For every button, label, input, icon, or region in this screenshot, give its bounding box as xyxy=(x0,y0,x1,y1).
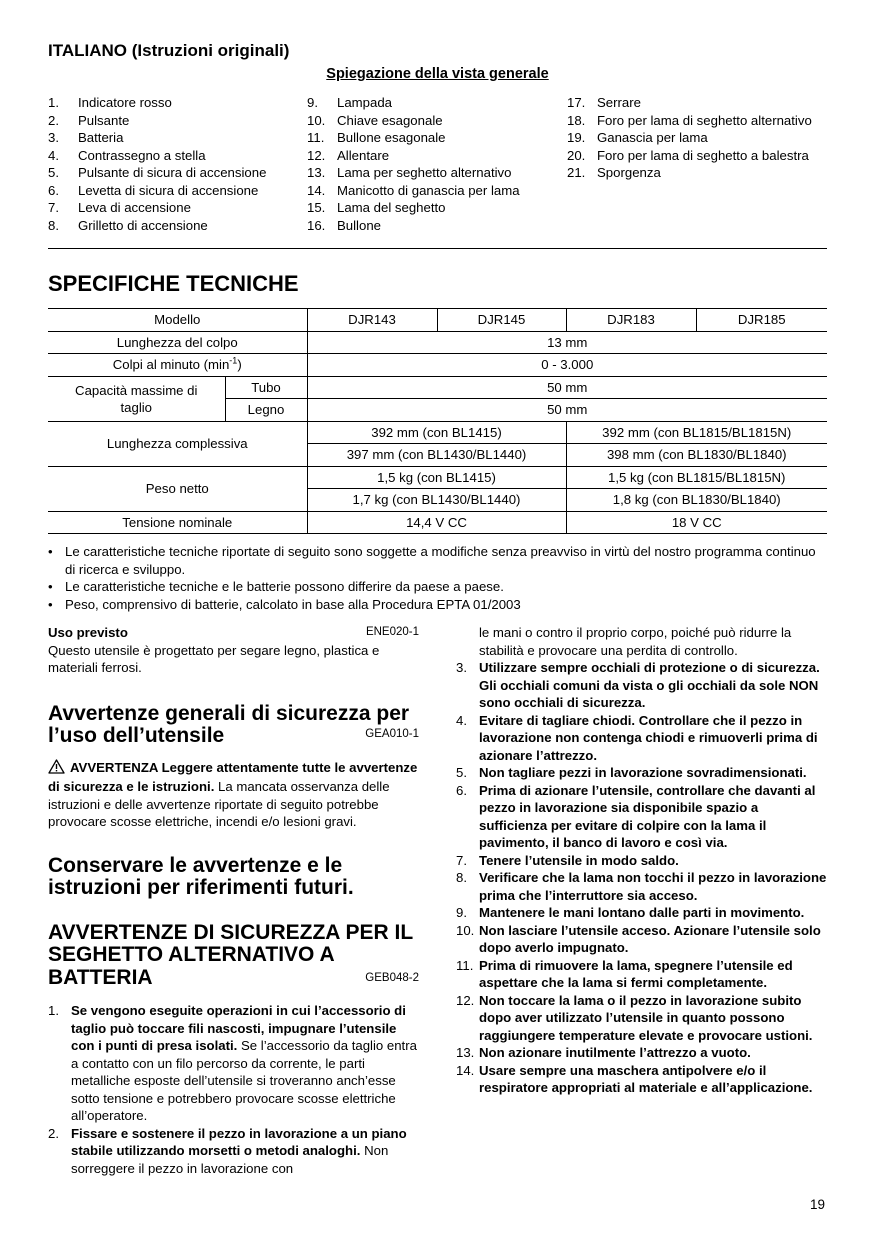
table-cell: Lunghezza del colpo xyxy=(48,331,307,354)
list-item xyxy=(567,147,817,165)
list-item xyxy=(307,112,557,130)
item-bold-text: Utilizzare sempre occhiali di protezione o di sicurezza. Gli occhiali comuni da vista o gli occhiali da sole NON sono occhiali di sicurezza. xyxy=(479,660,820,710)
item-text: Serrare xyxy=(597,95,641,110)
item-number: 2. xyxy=(48,112,59,128)
model-djr145: DJR145 xyxy=(437,309,566,332)
item-text: Bullone xyxy=(337,217,381,233)
parts-list-col1 xyxy=(48,94,298,234)
item-number: 7. xyxy=(48,200,59,215)
table-cell: 18 V CC xyxy=(566,511,827,534)
item-number: 12. xyxy=(456,992,475,1008)
list-item: • Peso, comprensivo di batterie, calcolato in base alla Procedura EPTA 01/2003 xyxy=(48,596,827,614)
item-text: Ganascia per lama xyxy=(597,130,708,145)
table-cell: 0 - 3.000 xyxy=(307,354,827,377)
specs-table xyxy=(48,308,827,534)
table-row xyxy=(48,331,827,354)
table-row xyxy=(48,421,827,444)
spm-label: Colpi al minuto (min xyxy=(112,357,230,373)
item-number: 19. xyxy=(567,130,586,145)
table-cell: Tubo xyxy=(225,376,307,399)
list-item xyxy=(307,217,557,235)
list-item xyxy=(48,217,298,235)
item-text: Bullone esagonale xyxy=(337,130,446,145)
table-cell: 1,5 kg (con BL1815/BL1815N) xyxy=(566,466,827,489)
spm-close: ) xyxy=(237,357,242,373)
specs-title: SPECIFICHE TECNICHE xyxy=(48,271,299,296)
item-text: Grilletto di accensione xyxy=(78,217,208,233)
item-text: Leva di accensione xyxy=(78,200,191,215)
battery-safety-list-right xyxy=(456,659,827,1097)
item-bold-text: Verificare che la lama non tocchi il pezzo in lavorazione prima che l’interruttore sia acceso. xyxy=(479,870,827,903)
language-heading: ITALIANO (Istruzioni originali) xyxy=(48,41,290,60)
list-item xyxy=(567,164,817,182)
item-number: 11. xyxy=(456,957,474,973)
item-text: Non sorreggere il pezzo in lavorazione con xyxy=(71,1143,389,1176)
list-item xyxy=(48,182,298,200)
battery-safety-code: GEB048-2 xyxy=(365,971,419,984)
list-item: • Le caratteristiche tecniche e le batterie possono differire da paese a paese. xyxy=(48,578,827,596)
page-number: 19 xyxy=(810,1197,826,1212)
list-item xyxy=(48,199,298,217)
table-cell: 392 mm (con BL1815/BL1815N) xyxy=(566,421,827,444)
capacity-label: Capacità massime di taglio xyxy=(75,382,198,415)
list-item xyxy=(307,182,557,200)
table-row xyxy=(48,376,827,399)
list-item xyxy=(456,992,827,1045)
list-item: • Le caratteristiche tecniche riportate di seguito sono soggette a modifiche senza preavviso in virtù del nostro programma continuo di ricerca e sviluppo. xyxy=(48,543,827,578)
item-number: 10. xyxy=(307,112,326,128)
item-text: Lama per seghetto alternativo xyxy=(337,165,512,180)
item-number: 7. xyxy=(456,852,467,868)
list-item xyxy=(456,1062,827,1097)
intended-use-code: ENE020-1 xyxy=(365,626,419,638)
item-number: 1. xyxy=(48,1003,59,1018)
item-text: Indicatore rosso xyxy=(78,95,172,110)
item-number: 20. xyxy=(567,147,586,163)
model-djr185: DJR185 xyxy=(696,309,827,332)
item-text: Pulsante di sicura di accensione xyxy=(78,165,267,180)
list-item xyxy=(48,112,298,130)
item-number: 6. xyxy=(48,182,59,198)
list-item xyxy=(48,164,298,182)
table-cell: Peso netto xyxy=(48,466,307,511)
list-item xyxy=(456,712,827,765)
item-text: Foro per lama di seghetto a balestra xyxy=(597,147,809,163)
item-number: 12. xyxy=(307,147,326,163)
item-bold-text: Non tagliare pezzi in lavorazione sovradimensionati. xyxy=(479,765,807,780)
battery-safety-list xyxy=(48,1002,419,1177)
intended-use-text: Questo utensile è progettato per segare legno, plastica e materiali ferrosi. xyxy=(48,642,380,675)
right-column xyxy=(456,624,827,1097)
item-bold-text: Non azionare inutilmente l’attrezzo a vuoto. xyxy=(479,1045,751,1060)
item-number: 18. xyxy=(567,112,586,128)
list-item xyxy=(48,1125,419,1178)
model-djr143: DJR143 xyxy=(307,309,437,332)
list-item xyxy=(456,904,827,922)
list-item xyxy=(456,957,827,992)
spec-notes xyxy=(48,543,827,613)
overview-title: Spiegazione della vista generale xyxy=(326,66,549,82)
item-number: 10. xyxy=(456,922,475,938)
parts-list-col3 xyxy=(567,94,817,182)
general-warning xyxy=(48,759,419,831)
item-text: Sporgenza xyxy=(597,165,661,180)
item-bold-text: Evitare di tagliare chiodi. Controllare che il pezzo in lavorazione non contenga chiodi e rimuoverli prima di azionare l’attrezzo. xyxy=(479,712,818,763)
general-safety-title: Avvertenze generali di sicurezza per l’uso dell’utensile xyxy=(48,701,410,747)
item-number: 3. xyxy=(48,130,59,145)
item-bold-text: Se vengono eseguite operazioni in cui l’accessorio di taglio può toccare fili nascosti, impugnare l’utensile con i punti di presa isolati. xyxy=(71,1003,406,1053)
list-item xyxy=(307,147,557,165)
list-item xyxy=(48,129,298,147)
item-number: 14. xyxy=(307,182,326,198)
list-item xyxy=(307,164,557,182)
item-bold-text: Non toccare la lama o il pezzo in lavorazione subito dopo aver utilizzato l’utensile in quanto possono raggiungere temperature elevate e provocare ustioni. xyxy=(479,992,813,1043)
item-number: 13. xyxy=(456,1045,475,1060)
list-item xyxy=(456,852,827,870)
table-cell: 14,4 V CC xyxy=(307,511,566,534)
item-text: Chiave esagonale xyxy=(337,112,443,128)
item-number: 15. xyxy=(307,200,326,215)
item-text: Foro per lama di seghetto alternativo xyxy=(597,112,812,128)
item-bold-text: Usare sempre una maschera antipolvere e/o il respiratore appropriati al materiale e all’applicazione. xyxy=(479,1062,813,1095)
table-row xyxy=(48,511,827,534)
table-cell: 1,8 kg (con BL1830/BL1840) xyxy=(566,489,827,512)
list-item xyxy=(307,199,557,217)
item-number: 17. xyxy=(567,95,586,110)
item-bold-text: Non lasciare l’utensile acceso. Azionare l’utensile solo dopo averlo impugnato. xyxy=(479,922,821,955)
warning-text: La mancata osservanza delle istruzioni e delle avvertenze riportate di seguito potrebbe provocare scosse elettriche, incendi e/o lesioni gravi. xyxy=(48,779,390,829)
list-item xyxy=(567,129,817,147)
intended-use-title: Uso previsto xyxy=(48,625,128,640)
item-bold-text: Tenere l’utensile in modo saldo. xyxy=(479,852,679,868)
item-number: 16. xyxy=(307,217,326,233)
item-number: 14. xyxy=(456,1062,475,1078)
list-item xyxy=(48,147,298,165)
table-cell xyxy=(48,354,307,377)
list-item xyxy=(456,922,827,957)
general-safety-header xyxy=(48,703,419,747)
list-item xyxy=(456,782,827,852)
item-bold-text: Prima di rimuovere la lama, spegnere l’utensile ed aspettare che la lama si fermi completamente. xyxy=(479,957,793,990)
table-cell: Modello xyxy=(48,309,307,332)
list-item xyxy=(48,94,298,112)
table-cell: Legno xyxy=(225,399,307,422)
spm-sup: -1 xyxy=(229,355,238,366)
item-text: Lama del seghetto xyxy=(337,200,446,215)
item-number: 8. xyxy=(48,217,59,233)
table-cell: 50 mm xyxy=(307,399,827,422)
item-text: Allentare xyxy=(337,147,390,163)
keep-instructions-title: Conservare le avvertenze e le istruzioni per riferimenti futuri. xyxy=(48,853,354,899)
list-item xyxy=(307,94,557,112)
table-cell: 50 mm xyxy=(307,376,827,399)
item-text: Pulsante xyxy=(78,112,130,128)
item-number: 13. xyxy=(307,165,326,180)
item-text: Lampada xyxy=(337,95,392,110)
table-cell: Tensione nominale xyxy=(48,511,307,534)
model-djr183: DJR183 xyxy=(566,309,696,332)
item-number: 21. xyxy=(567,165,586,180)
item-text: Se l’accessorio da taglio entra a contatto con un filo percorso da corrente, le parti metalliche esposte dell’utensile si troveranno anch’esse sotto tensione e potrebbero provocare scosse elettriche all’operatore. xyxy=(71,1038,417,1123)
table-cell: 1,5 kg (con BL1415) xyxy=(307,466,566,489)
item-number: 5. xyxy=(48,165,59,180)
table-row xyxy=(48,354,827,377)
table-cell: 1,7 kg (con BL1430/BL1440) xyxy=(307,489,566,512)
battery-safety-title: AVVERTENZE DI SICUREZZA PER IL SEGHETTO ALTERNATIVO A BATTERIA xyxy=(48,920,413,989)
table-cell: Lunghezza complessiva xyxy=(48,421,307,466)
general-safety-code: GEA010-1 xyxy=(365,728,419,740)
item-number: 1. xyxy=(48,95,59,110)
warning-icon xyxy=(48,759,65,779)
item-number: 11. xyxy=(307,130,325,145)
table-cell xyxy=(48,376,225,421)
item-text: Manicotto di ganascia per lama xyxy=(337,182,520,198)
item-bold-text: Mantenere le mani lontano dalle parti in movimento. xyxy=(479,905,805,920)
item-number: 5. xyxy=(456,765,467,780)
list-item xyxy=(456,764,827,782)
item-number: 4. xyxy=(456,712,467,728)
table-cell: 398 mm (con BL1830/BL1840) xyxy=(566,444,827,467)
intended-use-header xyxy=(48,624,419,642)
item-number: 2. xyxy=(48,1125,59,1141)
battery-safety-header xyxy=(48,922,419,990)
list-item xyxy=(48,1002,419,1125)
item-number: 3. xyxy=(456,660,467,675)
table-row xyxy=(48,466,827,489)
item-number: 9. xyxy=(307,95,318,110)
item-text: Levetta di sicura di accensione xyxy=(78,182,259,198)
section-divider xyxy=(48,248,827,249)
table-row xyxy=(48,309,827,332)
item-2-continuation: le mani o contro il proprio corpo, poiché può ridurre la stabilità e provocare una perdita di controllo. xyxy=(479,625,792,658)
item-number: 8. xyxy=(456,870,467,885)
item-number: 6. xyxy=(456,782,467,798)
list-item xyxy=(456,1044,827,1062)
item-text: Batteria xyxy=(78,130,124,145)
list-item xyxy=(456,869,827,904)
table-cell: 392 mm (con BL1415) xyxy=(307,421,566,444)
warning-bold: AVVERTENZA Leggere attentamente tutte le avvertenze di sicurezza e le istruzioni. xyxy=(48,759,418,794)
item-number: 9. xyxy=(456,905,467,920)
left-column xyxy=(48,624,419,1177)
list-item xyxy=(456,659,827,712)
table-cell: 13 mm xyxy=(307,331,827,354)
list-item xyxy=(567,94,817,112)
item-text: Contrassegno a stella xyxy=(78,147,206,163)
table-cell: 397 mm (con BL1430/BL1440) xyxy=(307,444,566,467)
list-item xyxy=(307,129,557,147)
item-bold-text: Fissare e sostenere il pezzo in lavorazione a un piano stabile utilizzando morsetti o metodi analoghi. xyxy=(71,1125,407,1158)
item-number: 4. xyxy=(48,147,59,163)
list-item xyxy=(567,112,817,130)
item-bold-text: Prima di azionare l’utensile, controllare che davanti al pezzo in lavorazione sia disponibile spazio a sufficienza per evitare di colpire con la lama il pavimento, il banco di lavoro e così via. xyxy=(479,782,816,850)
parts-list-col2 xyxy=(307,94,557,234)
